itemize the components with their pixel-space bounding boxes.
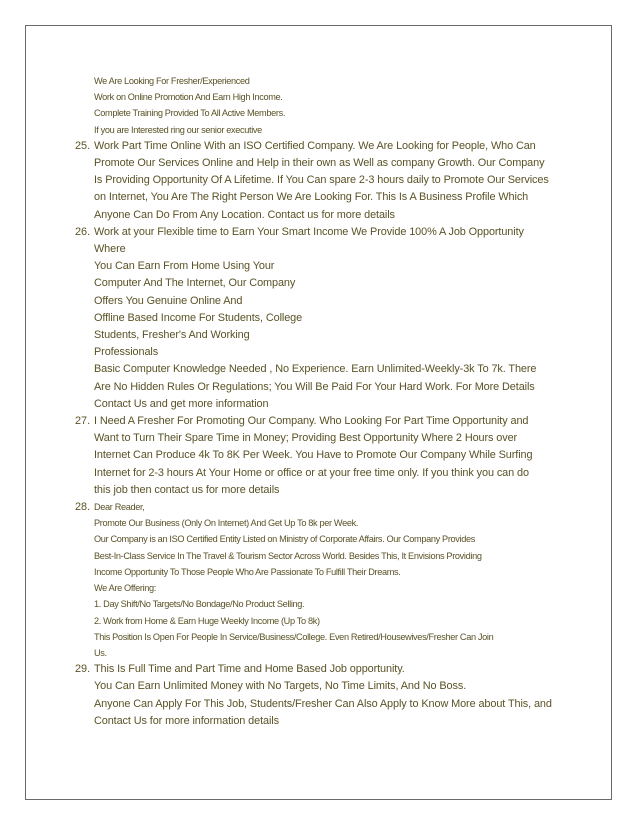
list-item-line: Offers You Genuine Online And <box>94 294 243 307</box>
document-body <box>75 73 585 730</box>
list-item-line: Students, Fresher's And Working <box>94 329 250 342</box>
list-item-number: 26. <box>75 225 91 238</box>
list-item-line: Income Opportunity To Those People Who Are Passionate To Fulfill Their Dreams. <box>94 566 401 577</box>
list-item-line: Internet Can Produce 4k To 8K Per Week. You Have to Promote Our Company While Surfing <box>94 449 533 462</box>
list-item-line: Internet for 2-3 hours At Your Home or office or at your free time only. If you think you can do <box>94 466 529 479</box>
list-item-line: This Position Is Open For People In Service/Business/College. Even Retired/Housewives/Fresher Can Join <box>94 631 494 642</box>
list-item-line: Is Providing Opportunity Of A Lifetime. If You Can spare 2-3 hours daily to Promote Our Services <box>94 174 549 187</box>
list-item-line: on Internet, You Are The Right Person We Are Looking For. This Is A Business Profile Which <box>94 191 529 204</box>
list-item-line: Promote Our Services Online and Help in their own as Well as company Growth. Our Company <box>94 157 545 170</box>
list-item-number: 28. <box>75 501 91 514</box>
intro-line: Work on Online Promotion And Earn High Income. <box>94 92 283 103</box>
list-item-line: Dear Reader, <box>94 502 145 513</box>
list-item-line: We Are Offering: <box>94 583 156 594</box>
intro-line: We Are Looking For Fresher/Experienced <box>94 76 250 86</box>
intro-block <box>75 73 585 138</box>
list-item-line: this job then contact us for more details <box>94 483 280 496</box>
list-item-line: Computer And The Internet, Our Company <box>94 277 296 290</box>
list-item-line: You Can Earn From Home Using Your <box>94 260 275 273</box>
list-item-line: Where <box>94 243 126 256</box>
list-item-line: Anyone Can Apply For This Job, Students/Fresher Can Also Apply to Know More about This, and <box>94 697 552 710</box>
list-item-line: 2. Work from Home & Earn Huge Weekly Income (Up To 8k) <box>94 615 320 626</box>
list-item-line: Promote Our Business (Only On Internet) And Get Up To 8k per Week. <box>94 518 359 529</box>
list-item-line: Work at your Flexible time to Earn Your Smart Income We Provide 100% A Job Opportunity <box>94 225 524 238</box>
list-item-line: This Is Full Time and Part Time and Home Based Job opportunity. <box>94 663 405 676</box>
list-item-28 <box>75 499 585 661</box>
list-item-line: Basic Computer Knowledge Needed , No Experience. Earn Unlimited-Weekly-3k To 7k. There <box>94 363 537 376</box>
list-item-line: 1. Day Shift/No Targets/No Bondage/No Product Selling. <box>94 599 305 610</box>
list-item-26 <box>75 224 585 413</box>
list-item-line: Best-In-Class Service In The Travel & Tourism Sector Across World. Besides This, It Envisions Providing <box>94 550 482 561</box>
list-item-line: Professionals <box>94 346 159 359</box>
intro-line: Complete Training Provided To All Active Members. <box>94 108 286 119</box>
list-item-line: Us. <box>94 647 107 658</box>
list-item-line: Our Company is an ISO Certified Entity Listed on Ministry of Corporate Affairs. Our Company Provides <box>94 534 475 545</box>
list-item-25 <box>75 138 585 224</box>
list-item-line: Anyone Can Do From Any Location. Contact us for more details <box>94 208 395 221</box>
intro-line: If you are Interested ring our senior executive <box>94 124 262 135</box>
numbered-list <box>75 138 585 730</box>
list-item-27 <box>75 413 585 499</box>
list-item-number: 29. <box>75 663 91 676</box>
list-item-line: Work Part Time Online With an ISO Certified Company. We Are Looking for People, Who Can <box>94 139 536 152</box>
list-item-line: Want to Turn Their Spare Time in Money; Providing Best Opportunity Where 2 Hours over <box>94 432 518 445</box>
list-item-line: You Can Earn Unlimited Money with No Targets, No Time Limits, And No Boss. <box>94 680 467 693</box>
list-item-line: Contact Us and get more information <box>94 397 269 410</box>
list-item-line: Offline Based Income For Students, College <box>94 311 303 324</box>
list-item-line: I Need A Fresher For Promoting Our Company. Who Looking For Part Time Opportunity and <box>94 415 529 428</box>
list-item-29 <box>75 661 585 730</box>
list-item-number: 25. <box>75 139 91 152</box>
list-item-line: Contact Us for more information details <box>94 714 279 727</box>
list-item-number: 27. <box>75 415 91 428</box>
list-item-line: Are No Hidden Rules Or Regulations; You Will Be Paid For Your Hard Work. For More Details <box>94 380 535 393</box>
